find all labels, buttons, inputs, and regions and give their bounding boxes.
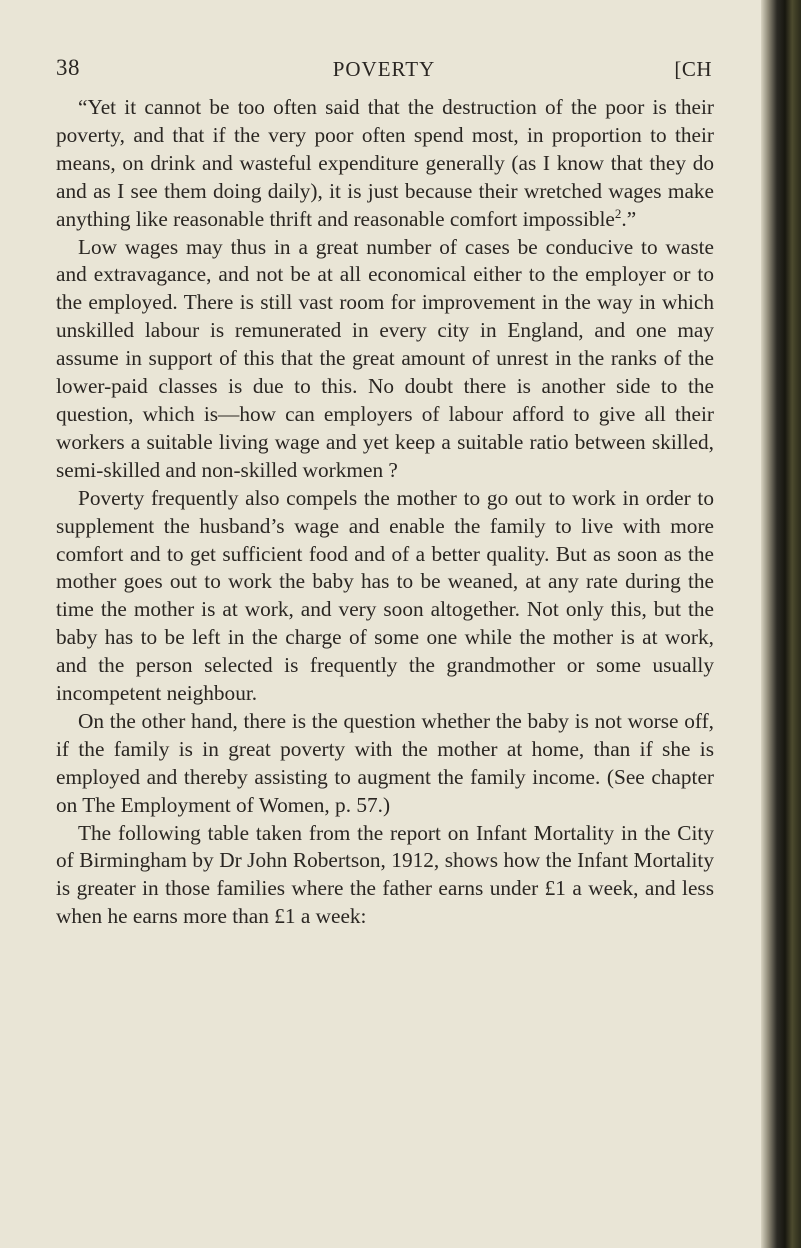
paragraph: The following table taken from the report on Infant Mortality in the City of Birmingham by Dr John Robertson, 1912, shows how the Infant Mortality is greater in those families where the father earns under £1 a week, and less when he earns more than £1 a week: <box>56 820 714 929</box>
paragraph: Low wages may thus in a great number of cases be conducive to waste and extravagance, and not be at all economical either to the employer or to the employed. There is still vast room for improvement in the way in which unskilled labour is remunerated in every city in England, and one may assume in support of this that the great amount of unrest in the ranks of the lower-paid classes is due to this. No doubt there is another side to the question, which is—how can employers of labour afford to give all their workers a suitable living wage and yet keep a suitable ratio between skilled, semi-skilled and non-skilled workmen ? <box>56 234 714 482</box>
page-number: 38 <box>56 55 80 80</box>
footnote-ref: 2 <box>614 205 622 221</box>
running-header <box>56 55 712 87</box>
paragraph: Poverty frequently also compels the mother to go out to work in order to supplement the husband’s wage and enable the family to live with more comfort and to get sufficient food and of a better quality. But as soon as the mother goes out to work the baby has to be weaned, at any rate during the time the mother is at work, and very soon altogether. Not only this, but the baby has to be left in the charge of some one while the mother is at work, and the person selected is frequently the grandmother or some usually incompetent neighbour. <box>56 485 714 706</box>
paragraph: On the other hand, there is the question whether the baby is not worse off, if the family is in great poverty with the mother at home, than if she is employed and thereby assisting to augment the family income. (See chapter on The Employment of Women, p. 57.) <box>56 708 714 817</box>
section-mark: [CH <box>674 57 712 81</box>
paragraph-quote <box>56 94 714 234</box>
page-edge <box>761 0 801 1248</box>
running-title: POVERTY <box>332 57 436 81</box>
body-text <box>56 94 714 931</box>
quote-close: .” <box>621 206 637 231</box>
quote-text: “Yet it cannot be too often said that the destruction of the poor is their poverty, and that if the very poor often spend most, in proportion to their means, on drink and wasteful expenditure generally (as I know that they do and as I see them doing daily), it is just because their wretched wages make anything like reasonable thrift and reasonable comfort impossible <box>56 95 714 231</box>
